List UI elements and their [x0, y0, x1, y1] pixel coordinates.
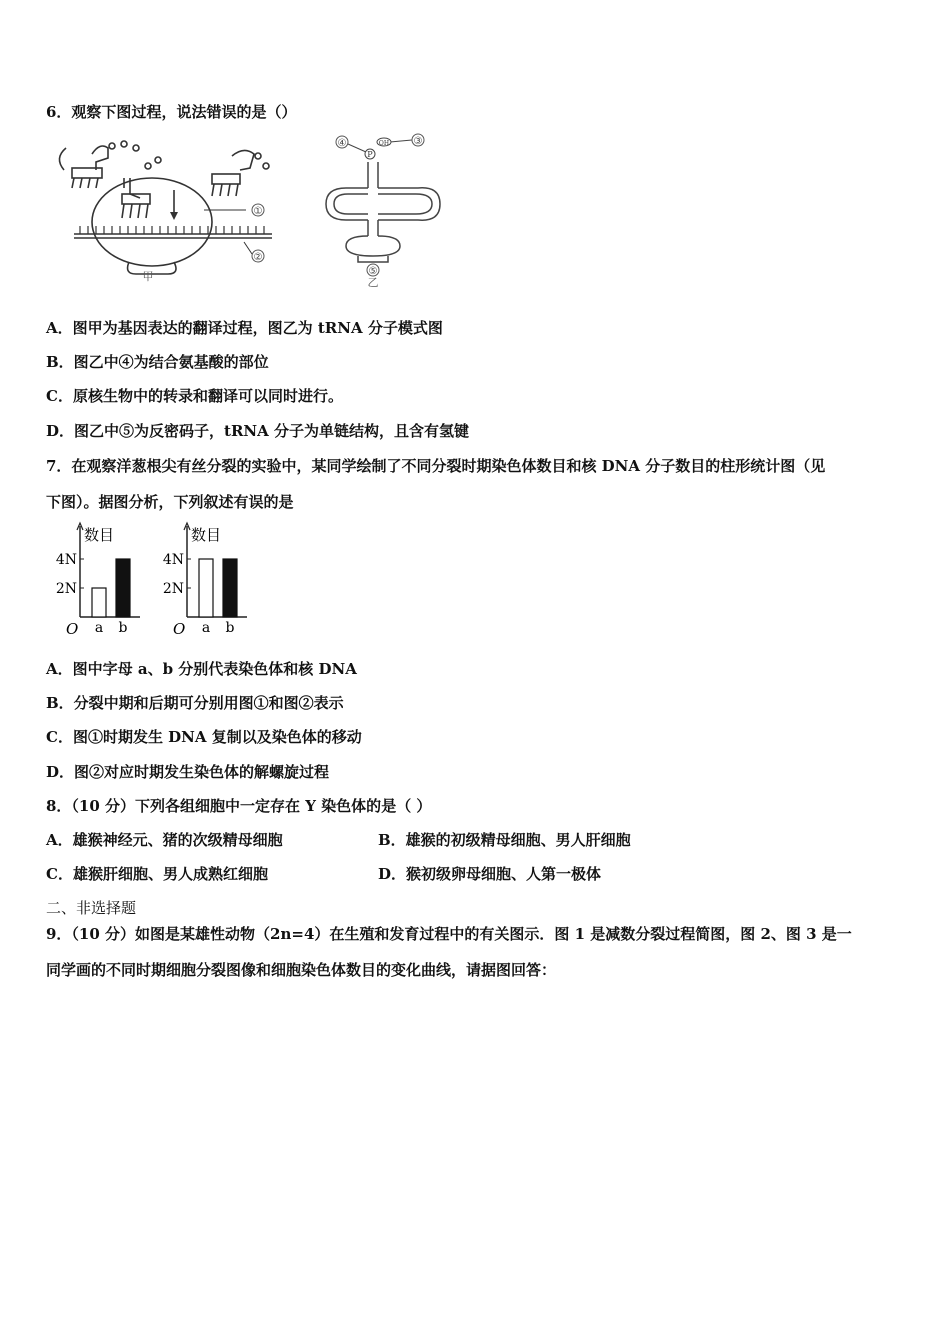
q9-stem-line2: 同学画的不同时期细胞分裂图像和细胞染色体数目的变化曲线，请据图回答：: [46, 961, 557, 979]
trna-label-5: ⑤: [368, 266, 378, 277]
trna-oh-node: OH: [378, 140, 390, 147]
figure-jia-label-2: ②: [253, 252, 263, 263]
trna-figure-yi: [322, 132, 452, 288]
q7-bar-charts: [44, 520, 264, 638]
trna-label-3: ③: [413, 136, 423, 147]
chart1-ytick-label: 4N: [55, 552, 77, 568]
q7-stem-line2: 下图）。据图分析，下列叙述有误的是: [46, 493, 294, 511]
chart2-xtick-label: a: [201, 620, 211, 636]
chart1-xtick-label: b: [118, 620, 128, 636]
q8-options-row1: [46, 830, 906, 850]
chart1-origin: O: [66, 620, 79, 638]
q8-options-row2: [46, 864, 906, 884]
q6-option-d: D．图乙中⑤为反密码子，tRNA 分子为单链结构，且含有氢键: [46, 422, 469, 440]
chart1-xtick-label: a: [94, 620, 104, 636]
chart2-origin: O: [173, 620, 186, 638]
figure-jia-caption: 甲: [142, 270, 154, 283]
trna-p-node: P: [367, 150, 373, 159]
q9-stem-line1: 9．（10 分）如图是某雄性动物（2n=4）在生殖和发育过程中的有关图示．图 1 是减数分裂过程简图，图 2、图 3 是一: [46, 925, 852, 943]
section-title: 二、非选择题: [46, 899, 137, 917]
chart2-xtick-label: b: [225, 620, 235, 636]
q6-stem: 6．观察下图过程，说法错误的是（）: [46, 103, 297, 121]
q8-option-c: C．雄猴肝细胞、男人成熟红细胞: [46, 865, 268, 883]
chart2-bar-a: [199, 559, 213, 617]
chart1-ylabel: 数目: [84, 526, 115, 544]
q6-option-a: A．图甲为基因表达的翻译过程，图乙为 tRNA 分子模式图: [46, 319, 443, 337]
chart2-ytick-label: 4N: [162, 552, 184, 568]
q7-option-b: B．分裂中期和后期可分别用图①和图②表示: [46, 694, 344, 712]
q8-stem: 8．（10 分）下列各组细胞中一定存在 Y 染色体的是（ ）: [46, 797, 432, 815]
q8-option-b: B．雄猴的初级精母细胞、男人肝细胞: [378, 831, 631, 849]
q7-option-c: C．图①时期发生 DNA 复制以及染色体的移动: [46, 728, 362, 746]
figure-jia-label-1: ①: [253, 206, 263, 217]
q7-option-a: A．图中字母 a、b 分别代表染色体和核 DNA: [46, 660, 357, 678]
chart1-bar-a: [92, 588, 106, 617]
q7-option-d: D．图②对应时期发生染色体的解螺旋过程: [46, 763, 330, 781]
trna-caption: 乙: [367, 276, 379, 288]
chart2-ytick-label: 2N: [162, 581, 184, 597]
q6-option-c: C．原核生物中的转录和翻译可以同时进行。: [46, 387, 343, 405]
q8-option-a: A．雄猴神经元、猪的次级精母细胞: [46, 831, 283, 849]
trna-label-4: ④: [337, 138, 347, 149]
chart1-bar-b: [116, 559, 130, 617]
q6-option-b: B．图乙中④为结合氨基酸的部位: [46, 353, 269, 371]
translation-figure-jia: [44, 134, 284, 284]
chart2-ylabel: 数目: [191, 526, 222, 544]
q8-option-d: D．猴初级卵母细胞、人第一极体: [378, 865, 602, 883]
chart2-bar-b: [223, 559, 237, 617]
q7-stem-line1: 7．在观察洋葱根尖有丝分裂的实验中，某同学绘制了不同分裂时期染色体数目和核 DNA 分子数目的柱形统计图（见: [46, 457, 826, 475]
chart1-ytick-label: 2N: [55, 581, 77, 597]
